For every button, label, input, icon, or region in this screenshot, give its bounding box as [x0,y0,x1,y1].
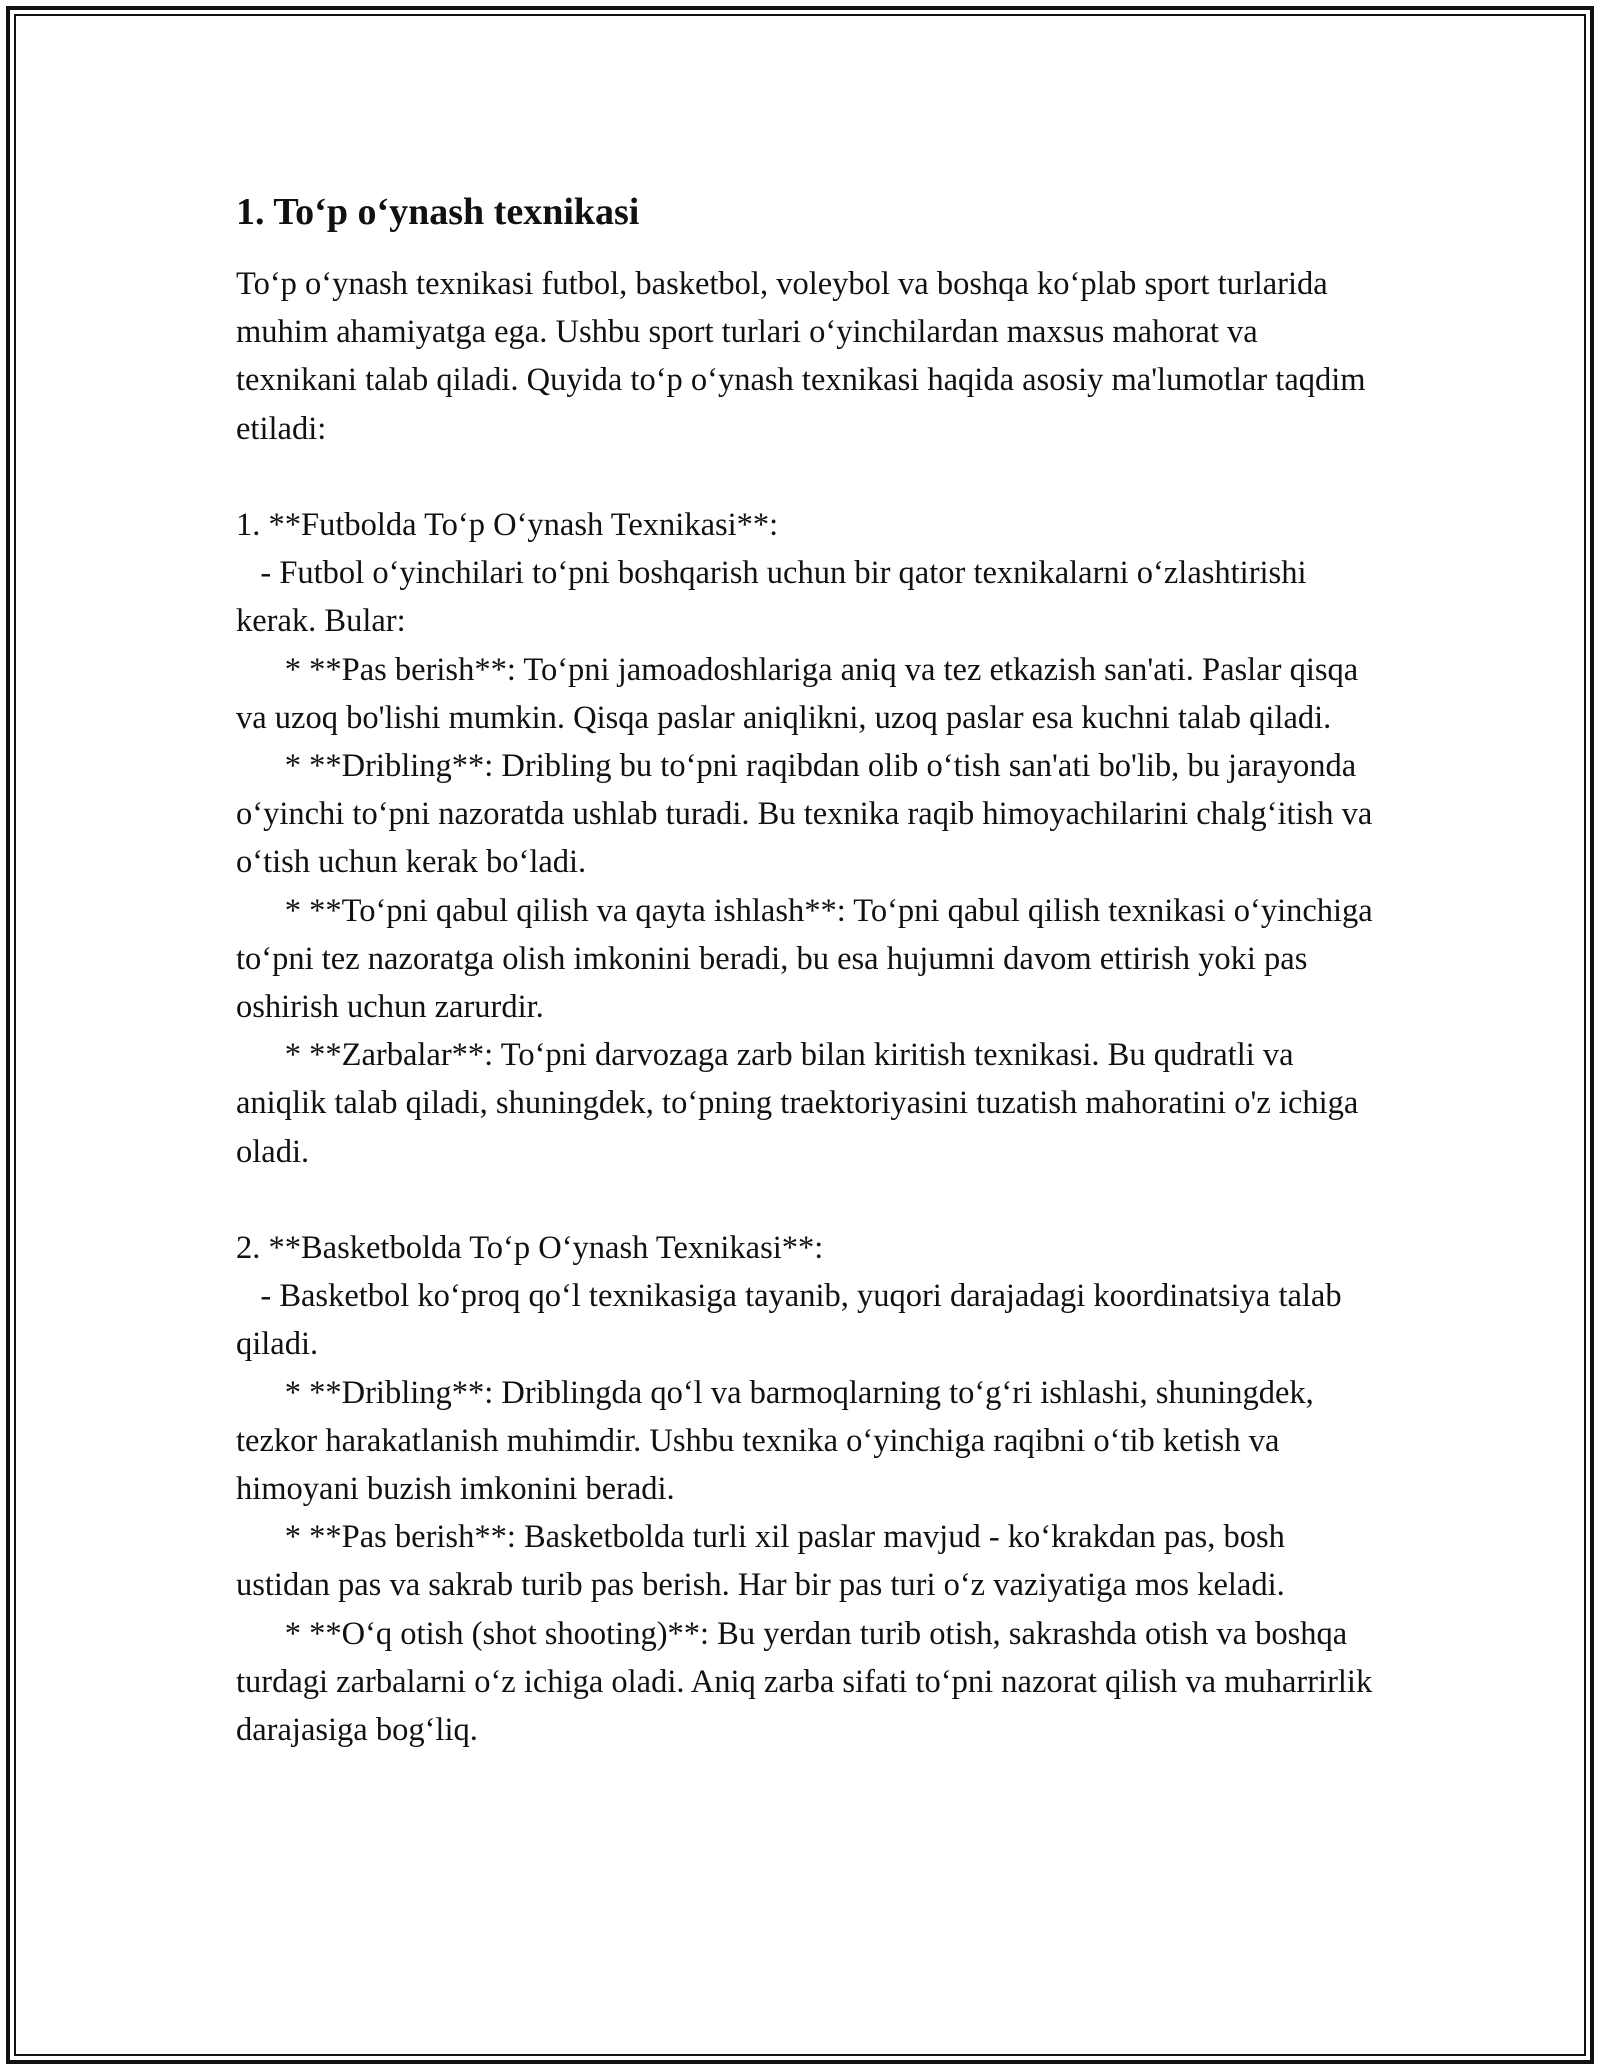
intro-paragraph: To‘p o‘ynash texnikasi futbol, basketbol, voleybol va boshqa ko‘plab sport turlarida muhim ahamiyatga ega. Ushbu sport turlari o‘yinchilardan maxsus mahorat va texnikani talab qiladi. Quyida to‘p o‘ynash texnikasi haqida asosiy ma'lumotlar taqdim etiladi: [236,266,1374,447]
list-item-qabul-qilish: * **To‘pni qabul qilish va qayta ishlash**: To‘pni qabul qilish texnikasi o‘yinchiga to‘pni tez nazoratga olish imkonini beradi, bu esa hujumni davom ettirish yoki pas oshirish uchun zarurdir. [236,892,1381,1026]
section-title-basketbol: 2. **Basketbolda To‘p O‘ynash Texnikasi**: [236,1230,824,1267]
list-item-dribling: * **Dribling**: Dribling bu to‘pni raqibdan olib o‘tish san'ati bo'lib, bu jarayonda o‘yinchi to‘pni nazoratda ushlab turadi. Bu texnika raqib himoyachilarini chalg‘itish va o‘tish uchun kerak bo‘ladi. [236,748,1381,881]
list-item-zarbalar: * **Zarbalar**: To‘pni darvozaga zarb bilan kiritish texnikasi. Bu qudratli va aniqlik talab qiladi, shuningdek, to‘pning traektoriyasini tuzatish mahoratini o'z ichiga oladi. [236,1037,1367,1170]
section-lead-futbol: - Futbol o‘yinchilari to‘pni boshqarish uchun bir qator texnikalarni o‘zlashtirishi kerak. Bular: [236,555,1315,640]
section-heading: 1. To‘p o‘ynash texnikasi [236,191,640,233]
paragraph-gap [236,453,1376,501]
document-body [236,186,1381,1754]
paragraph-gap [236,1176,1376,1224]
section-lead-basketbol: - Basketbol ko‘proq qo‘l texnikasiga tayanib, yuqori darajadagi koordinatsiya talab qiladi. [236,1278,1350,1363]
list-item-dribling-basketbol: * **Dribling**: Driblingda qo‘l va barmoqlarning to‘g‘ri ishlashi, shuningdek, tezkor harakatlanish muhimdir. Ushbu texnika o‘yinchiga raqibni o‘tib ketish va himoyani buzish imkonini beradi. [236,1374,1322,1508]
list-item-pas-berish: * **Pas berish**: To‘pni jamoadoshlariga aniq va tez etkazish san'ati. Paslar qisqa va uzoq bo'lishi mumkin. Qisqa paslar aniqlikni, uzoq paslar esa kuchni talab qiladi. [236,651,1367,736]
list-item-pas-berish-basketbol: * **Pas berish**: Basketbolda turli xil paslar mavjud - ko‘krakdan pas, bosh ustidan pas va sakrab turib pas berish. Har bir pas turi o‘z vaziyatiga mos keladi. [236,1519,1293,1604]
list-item-oq-otish: * **O‘q otish (shot shooting)**: Bu yerdan turib otish, sakrashda otish va boshqa turdagi zarbalarni o‘z ichiga oladi. Aniq zarba sifati to‘pni nazorat qilish va muharrirlik darajasiga bog‘liq. [236,1615,1381,1749]
section-title-futbol: 1. **Futbolda To‘p O‘ynash Texnikasi**: [236,507,779,543]
